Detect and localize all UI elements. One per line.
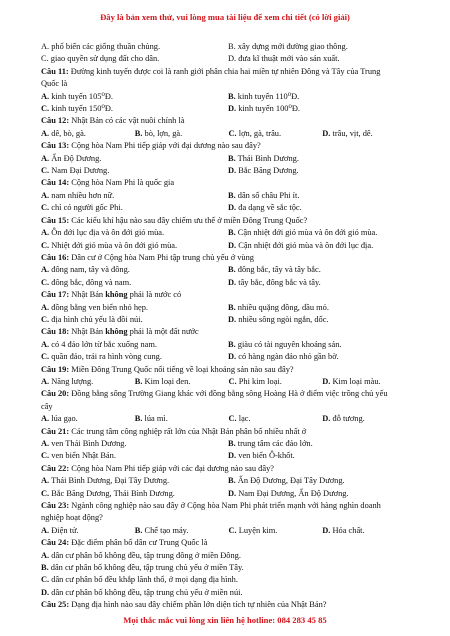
option-c: C. Nam Đại Dương.: [41, 166, 110, 176]
question-text: Nhật Bản có các vật nuôi chính là: [71, 116, 185, 126]
option-c: C. giao quyền sử dụng đất cho dân.: [41, 54, 160, 64]
question-block: [41, 426, 416, 463]
option-c: C. Nhiệt đới gió mùa và ôn đới gió mùa.: [41, 240, 178, 250]
question-block: [41, 66, 416, 116]
option-a: A. nam nhiều hơn nữ.: [41, 190, 115, 200]
question-text: Đặc điểm phân bố dân cư Trung Quốc là: [71, 538, 208, 548]
option-b: B. Thái Bình Dương.: [228, 153, 299, 163]
options-row: [41, 339, 416, 351]
option-c: C. kinh tuyến 150⁰Đ.: [41, 104, 113, 114]
question-block: [41, 115, 416, 140]
question-block: [41, 177, 416, 214]
question-number: Câu 18:: [41, 327, 72, 337]
question-number: Câu 12:: [41, 116, 72, 126]
question-text: Nhật Bản không phải là nước có: [71, 290, 182, 300]
options-row: [41, 413, 416, 425]
option-b: B. trung tâm các đảo lớn.: [228, 439, 313, 448]
question-block: [41, 599, 416, 611]
question-number: Câu 23:: [41, 501, 72, 511]
option-d: D. tây bắc, đông bắc và tây.: [228, 277, 321, 287]
lead-options-row: [41, 41, 416, 53]
option-d: D. Nam Đại Dương, Ấn Độ Dương.: [228, 488, 349, 498]
question-block: [41, 215, 416, 252]
option-b: B. Ấn Độ Dương, Đại Tây Dương.: [228, 476, 345, 486]
question-block: [41, 364, 416, 389]
question-block: [41, 537, 416, 599]
option-a: A. Thái Bình Dương, Đại Tây Dương.: [41, 476, 170, 486]
option-a: A. có 4 đảo lớn từ bắc xuống nam.: [41, 339, 157, 349]
option-d: D. Hóa chất.: [322, 525, 365, 535]
option-b: B. giàu có tài nguyên khoáng sản.: [228, 339, 342, 349]
question-stem: [41, 599, 416, 611]
option-b: B. Kim loại đen.: [134, 376, 191, 386]
question-number: Câu 11:: [41, 66, 71, 76]
question-text: Quốc là: [41, 79, 68, 89]
options-row: [41, 302, 416, 314]
question-text: Đường kinh tuyến được coi là ranh giới phân chia hai miền tự nhiên Đông và Tây của Trung: [70, 66, 381, 76]
question-text: Nhật Bản không phải là một đất nước: [71, 327, 199, 337]
option-a: A. Ấn Độ Dương.: [41, 153, 102, 163]
options-row: [41, 277, 416, 289]
option-b: B. bò, lợn, gà.: [134, 128, 183, 138]
header-notice: Đây là bản xem thử, vui lòng mua tài liệu để xem chi tiết (có lời giải): [100, 12, 350, 22]
question-number: Câu 17:: [41, 290, 72, 300]
option-d: D. đỗ tương.: [322, 414, 365, 424]
question-block: [41, 289, 416, 326]
lead-options-row: [41, 53, 416, 65]
options-row: [41, 91, 416, 103]
options-row: [41, 525, 416, 537]
question-number: Câu 19:: [41, 364, 72, 374]
option-b: B. nhiều quặng đồng, dầu mỏ.: [228, 302, 329, 312]
option-a: A. kinh tuyến 105⁰Đ.: [41, 91, 113, 101]
options-row: [41, 376, 416, 388]
question-stem: [41, 66, 416, 78]
question-text: Đồng bằng sông Trường Giang khác với đồng bằng sông Hoàng Hà ở điểm việc trồng chủ yếu: [71, 389, 388, 399]
options-row: [41, 475, 416, 487]
option-a: A. dân cư phân bố không đều, tập trung đông ở miền Đông.: [41, 550, 241, 560]
option-a: A. phổ biến các giống thuần chủng.: [41, 42, 161, 51]
question-stem: [41, 388, 416, 400]
options-row: [41, 190, 416, 202]
option-a: A. Điện tử.: [41, 525, 79, 535]
options-row: [41, 314, 416, 326]
option-d: D. Bắc Băng Dương.: [228, 166, 299, 176]
option-b: B. lúa mì.: [134, 414, 168, 424]
question-stem-continued: [41, 401, 416, 413]
question-stem: [41, 463, 416, 475]
option-c: C. lạc.: [228, 414, 251, 424]
option-c: C. Phi kim loại.: [228, 376, 282, 386]
question-text: Các kiểu khí hậu nào sau đây chiếm ưu thế ở miền Đông Trung Quốc?: [71, 215, 308, 225]
question-number: Câu 14:: [41, 178, 72, 188]
question-number: Câu 25:: [41, 600, 72, 610]
question-stem: [41, 364, 416, 376]
options-row: [41, 450, 416, 462]
question-block: [41, 463, 416, 500]
options-row: [41, 227, 416, 239]
options-row: [41, 153, 416, 165]
question-stem: [41, 537, 416, 549]
option-c: C. dân cư phân bố đều khắp lãnh thổ, ở mọi dạng địa hình.: [41, 575, 238, 585]
footer-notice: Mọi thắc mắc vui lòng xin liên hệ hotline: 084 283 45 85: [123, 615, 327, 625]
question-stem: [41, 500, 416, 512]
options-row: [41, 488, 416, 500]
question-stem: [41, 177, 416, 189]
option-a: A. Ôn đới lục địa và ôn đới gió mùa.: [41, 228, 165, 238]
option-d: D. Kim loại màu.: [322, 376, 381, 386]
question-number: Câu 16:: [41, 252, 72, 262]
option-b: B. đông bắc, tây và tây bắc.: [228, 265, 321, 275]
option-d: D. ven biển Ô-khốt.: [228, 451, 295, 461]
question-number: Câu 24:: [41, 538, 72, 548]
options-row: [41, 438, 416, 450]
option-d: D. có hàng ngàn đảo nhỏ gần bờ.: [228, 352, 339, 362]
option-c: C. Bắc Băng Dương, Thái Bình Dương.: [41, 488, 175, 498]
keyword-emphasis: không: [105, 327, 128, 337]
options-row: [41, 264, 416, 276]
option-c: C. địa hình chủ yếu là đồi núi.: [41, 314, 143, 324]
question-number: Câu 22:: [41, 463, 72, 473]
option-a: A. dê, bò, gà.: [41, 128, 86, 138]
question-text: Dạng địa hình nào sau đây chiếm phần lớn diện tích tự nhiên của Nhật Bản?: [71, 600, 327, 610]
option-b: B. Chế tạo máy.: [134, 525, 189, 535]
options-row: [41, 128, 416, 140]
option-b: B. kinh tuyến 110⁰Đ.: [228, 91, 300, 101]
question-text: Các trung tâm công nghiệp rất lớn của Nhật Bản phân bố nhiều nhất ở: [71, 426, 307, 436]
question-text: cây: [41, 401, 53, 411]
option-b: B. dân số châu Phi ít.: [228, 190, 300, 200]
question-stem-continued: [41, 78, 416, 90]
question-block: [41, 326, 416, 363]
question-stem: [41, 326, 416, 338]
question-number: Câu 20:: [41, 389, 72, 399]
question-stem: [41, 426, 416, 438]
options-row: [41, 202, 416, 214]
option-a: A. Năng lượng.: [41, 376, 94, 386]
question-text: Ngành công nghiệp nào sau đây ở Cộng hòa Nam Phi phát triển mạnh với hàng nghìn doanh: [71, 501, 381, 511]
question-number: Câu 21:: [41, 426, 72, 436]
question-text: Cộng hòa Nam Phi là quốc gia: [71, 178, 175, 188]
question-text: nghiệp hoạt động?: [41, 513, 103, 523]
option-c: C. chỉ có người gốc Phi.: [41, 203, 123, 213]
option-a: A. ven Thái Bình Dương.: [41, 439, 127, 448]
options-row: [41, 240, 416, 252]
keyword-emphasis: không: [105, 290, 128, 300]
option-c: C. Luyện kim.: [228, 525, 278, 535]
option-c: C. lợn, gà, trâu.: [228, 128, 282, 138]
option-d: D. nhiều sông ngòi ngắn, dốc.: [228, 314, 329, 324]
question-sheet: [41, 41, 416, 612]
question-number: Câu 15:: [41, 215, 72, 225]
question-block: [41, 252, 416, 289]
option-c: C. quần đảo, trải ra hình vòng cung.: [41, 352, 162, 362]
question-block: [41, 500, 416, 537]
question-text: Miền Đông Trung Quốc nổi tiếng về loại khoáng sản nào sau đây?: [71, 364, 294, 374]
option-d: D. đa dạng về sắc tộc.: [228, 203, 302, 213]
options-row: [41, 351, 416, 363]
option-a: A. đồng bằng ven biển nhỏ hẹp.: [41, 302, 149, 312]
question-stem: [41, 215, 416, 227]
option-d: D. trâu, vịt, dê.: [322, 128, 373, 138]
option-c: C. đông bắc, đông và nam.: [41, 277, 132, 287]
option-b: B. Cận nhiệt đới gió mùa và ôn đới gió mùa.: [228, 228, 378, 238]
question-text: Cộng hòa Nam Phi tiếp giáp với đại dương nào sau đây?: [71, 141, 261, 151]
option-a: A. lúa gạo.: [41, 414, 78, 424]
question-text: Cộng hòa Nam Phi tiếp giáp với các đại dương nào sau đây?: [71, 463, 274, 473]
question-block: [41, 140, 416, 177]
options-row: [41, 103, 416, 115]
question-stem: [41, 115, 416, 127]
question-stem: [41, 140, 416, 152]
option-d: D. Cận nhiệt đới gió mùa và ôn đới lục địa.: [228, 240, 374, 250]
option-d: D. đưa kĩ thuật mới vào sản xuất.: [228, 54, 340, 64]
question-stem: [41, 289, 416, 301]
question-number: Câu 13:: [41, 141, 72, 151]
question-stem-continued: [41, 512, 416, 524]
option-b: B. dân cư phân bố không đều, tập trung chủ yếu ở miền Tây.: [41, 563, 244, 573]
question-text: Dân cư ở Cộng hòa Nam Phi tập trung chủ yếu ở vùng: [71, 252, 254, 262]
options-row: [41, 165, 416, 177]
option-c: C. ven biển Nhật Bản.: [41, 451, 116, 461]
question-stem: [41, 252, 416, 264]
question-block: [41, 388, 416, 425]
option-b: B. xây dựng mới đường giao thông.: [228, 42, 348, 51]
option-d: D. dân cư phân bố không đều, tập trung chủ yếu ở miền núi.: [41, 587, 243, 597]
option-d: D. kinh tuyến 100⁰Đ.: [228, 104, 300, 114]
option-a: A. đông nam, tây và đông.: [41, 265, 130, 275]
